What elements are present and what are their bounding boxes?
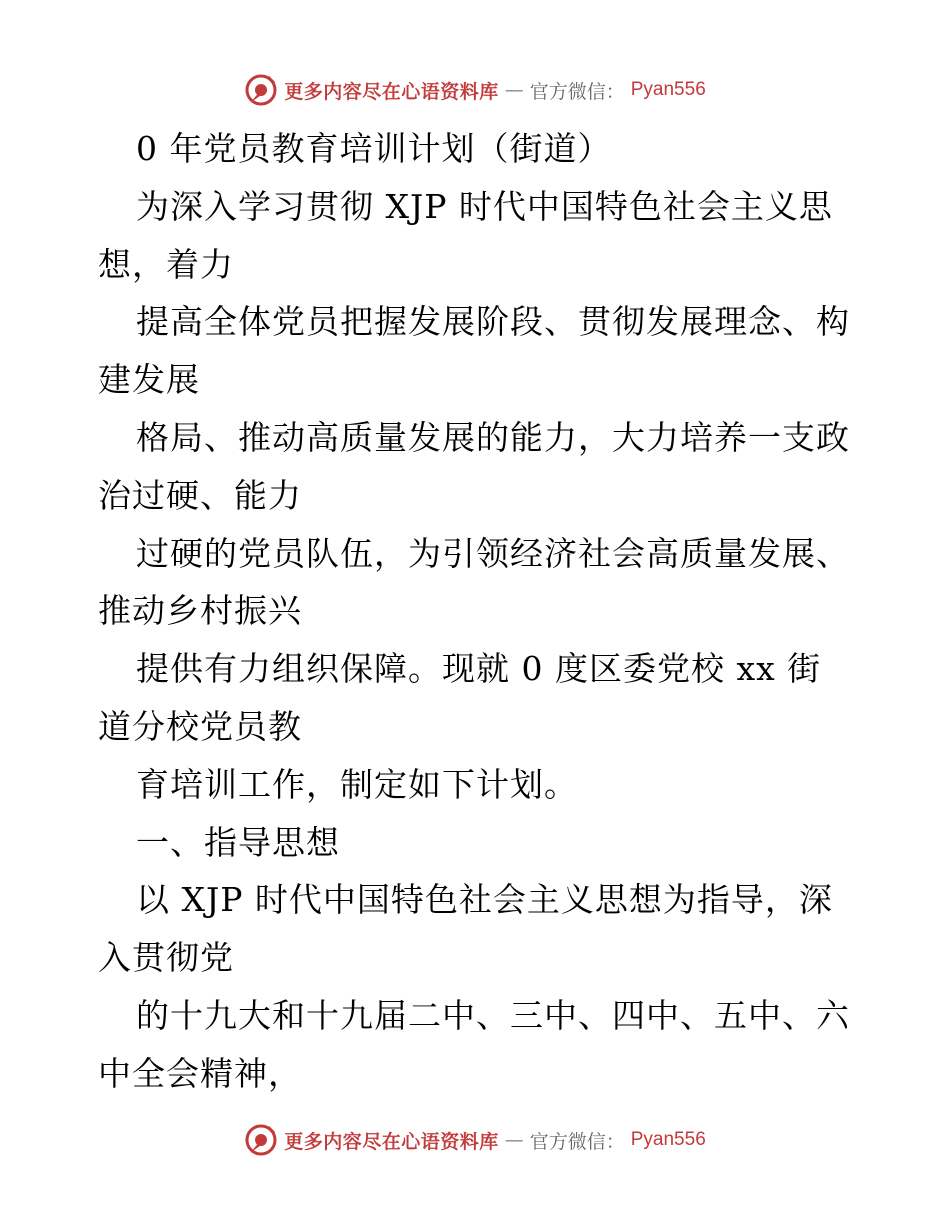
paragraph-line: 育培训工作，制定如下计划。 [136, 764, 578, 804]
paragraph-line: 格局、推动高质量发展的能力，大力培养一支政 [136, 417, 850, 457]
paragraph-line: 道分校党员教 [98, 706, 302, 746]
pen-logo-icon [244, 73, 278, 107]
paragraph-line: 建发展 [98, 360, 200, 400]
watermark-wechat-id: Pyan556 [630, 1129, 706, 1150]
footer-watermark [0, 1120, 950, 1160]
watermark-separator: — [504, 79, 524, 101]
pen-logo-icon [244, 1123, 278, 1157]
watermark-text: 更多内容尽在心语资料库 [284, 80, 499, 103]
paragraph-line: 治过硬、能力 [98, 475, 302, 515]
paragraph-line: 入贯彻党 [98, 938, 234, 978]
watermark-separator: — [504, 1129, 524, 1151]
watermark-wechat-label: 官方微信： [529, 80, 625, 103]
paragraph-line: 以 XJP 时代中国特色社会主义思想为指导，深 [136, 880, 833, 920]
document-body [98, 120, 858, 1103]
section-heading: 一、指导思想 [136, 822, 340, 862]
paragraph-line: 提供有力组织保障。现就 0 度区委党校 xx 街 [136, 649, 822, 689]
watermark-wechat-label: 官方微信： [529, 1130, 625, 1153]
paragraph-line: 的十九大和十九届二中、三中、四中、五中、六 [136, 995, 850, 1035]
watermark-text: 更多内容尽在心语资料库 [284, 1130, 499, 1153]
watermark-wechat-id: Pyan556 [630, 79, 706, 100]
paragraph-line: 为深入学习贯彻 XJP 时代中国特色社会主义思 [136, 186, 833, 226]
paragraph-line: 提高全体党员把握发展阶段、贯彻发展理念、构 [136, 302, 850, 342]
header-watermark [0, 70, 950, 110]
paragraph-line: 过硬的党员队伍，为引领经济社会高质量发展、 [136, 533, 850, 573]
document-title: 0 年党员教育培训计划（街道） [136, 129, 612, 168]
paragraph-line: 推动乡村振兴 [98, 591, 302, 631]
paragraph-line: 想，着力 [98, 244, 234, 284]
paragraph-line: 中全会精神， [98, 1053, 302, 1093]
